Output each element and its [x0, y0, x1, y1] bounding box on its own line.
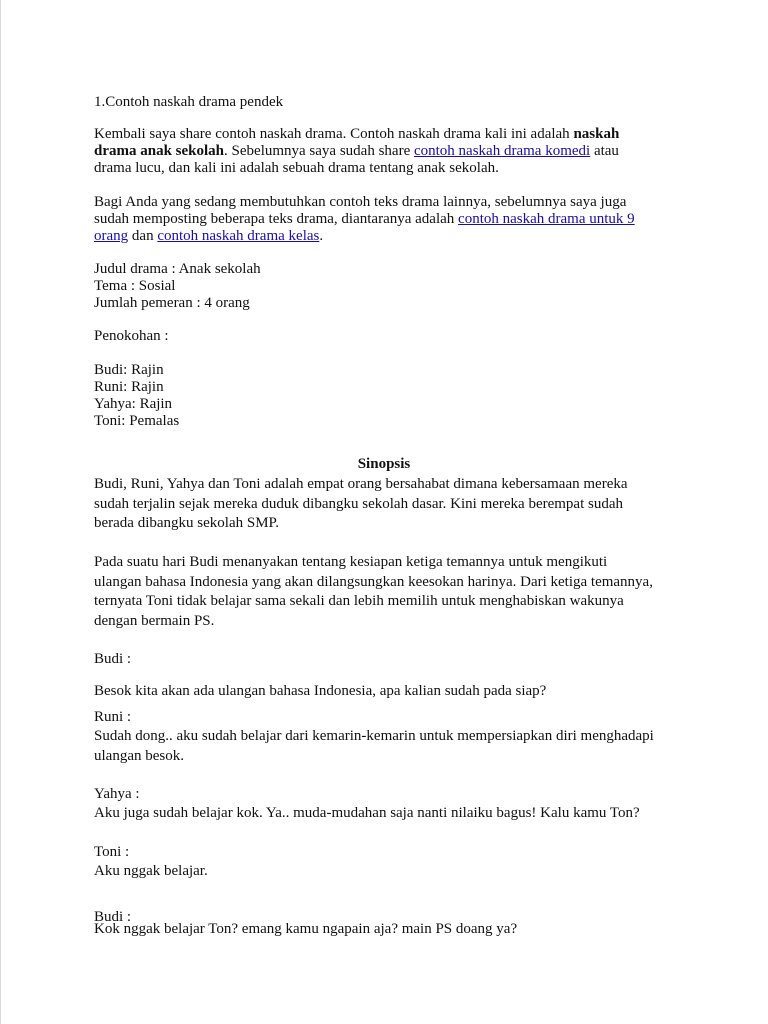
dialogue-line: Besok kita akan ada ulangan bahasa Indonesia, apa kalian sudah pada siap?: [94, 683, 547, 699]
sinopsis-paragraph-1: Budi, Runi, Yahya dan Toni adalah empat orang bersahabat dimana kebersamaan mereka sudah terjalin sejak mereka duduk dibangku sekolah dasar. Kini mereka berempat sudah berada dibangku sekolah SMP.: [94, 476, 628, 531]
dialogue-line: Kok nggak belajar Ton? emang kamu ngapain aja? main PS doang ya?: [94, 921, 518, 937]
character-list: [94, 362, 674, 430]
sinopsis-title: Sinopsis: [357, 456, 411, 472]
link-naskah-drama-9-orang-cont[interactable]: orang: [94, 228, 129, 244]
bold-text: naskah: [573, 126, 620, 142]
character-item: Yahya: Rajin: [94, 396, 173, 412]
dialogue-speaker: Runi :: [94, 709, 132, 725]
dialogue-speaker: Toni :: [94, 844, 130, 860]
character-item: Budi: Rajin: [94, 362, 164, 378]
link-naskah-drama-kelas[interactable]: contoh naskah drama kelas: [157, 228, 320, 244]
tema: Tema : Sosial: [94, 278, 176, 294]
dialogue-line: Aku nggak belajar.: [94, 863, 208, 879]
penokohan-label: Penokohan :: [94, 328, 169, 344]
drama-info: [94, 261, 674, 312]
character-item: Runi: Rajin: [94, 379, 164, 395]
intro-paragraph: Kembali saya share contoh naskah drama. Contoh naskah drama kali ini adalah naskah drama anak sekolah. Sebelumnya saya sudah share contoh naskah drama komedi atau drama lucu, dan kali ini adalah sebuah drama tentang anak sekolah.: [94, 126, 620, 176]
character-item: Toni: Pemalas: [94, 413, 180, 429]
dialogue-speaker: Budi :: [94, 651, 132, 667]
dialogue-speaker: Budi :: [94, 909, 132, 925]
dialogue-speaker: Yahya :: [94, 786, 140, 802]
dialogue-line: Sudah dong.. aku sudah belajar dari kemarin-kemarin untuk mempersiapkan diri menghadapi ulangan besok.: [94, 728, 654, 764]
bold-text: drama anak sekolah: [94, 143, 225, 159]
link-naskah-drama-9-orang[interactable]: contoh naskah drama untuk 9: [458, 211, 635, 227]
link-naskah-drama-komedi[interactable]: contoh naskah drama komedi: [413, 143, 591, 159]
reference-paragraph: Bagi Anda yang sedang membutuhkan contoh teks drama lainnya, sebelumnya saya juga sudah memposting beberapa teks drama, diantaranya adalah contoh naskah drama untuk 9 orang dan contoh naskah drama kelas.: [94, 194, 635, 244]
judul-drama: Judul drama : Anak sekolah: [94, 261, 261, 277]
jumlah-pemeran: Jumlah pemeran : 4 orang: [94, 295, 250, 311]
dialogue-line: Aku juga sudah belajar kok. Ya.. muda-mudahan saja nanti nilaiku bagus! Kalu kamu Ton?: [94, 805, 640, 821]
document-heading: 1.Contoh naskah drama pendek: [94, 94, 284, 110]
page-edge: [0, 0, 1, 1024]
sinopsis-paragraph-2: Pada suatu hari Budi menanyakan tentang kesiapan ketiga temannya untuk mengikuti ulangan bahasa Indonesia yang akan dilangsungkan keesokan harinya. Dari ketiga temannya, ternyata Toni tidak belajar sama sekali dan lebih memilih untuk menghabiskan wakunya dengan bermain PS.: [94, 554, 653, 629]
